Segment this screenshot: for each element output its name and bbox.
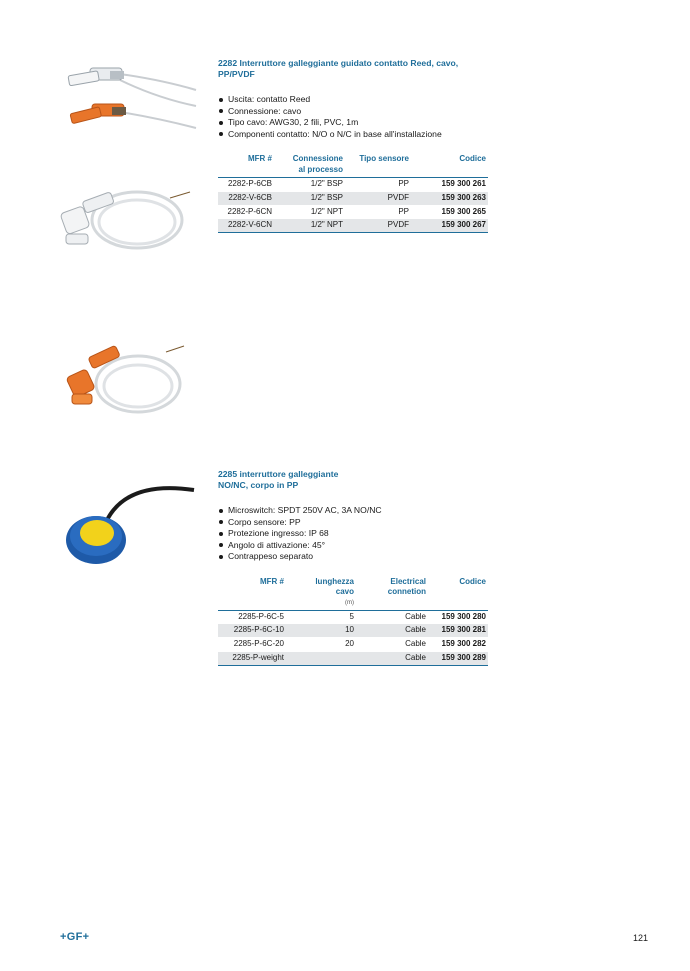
bullet-item: Protezione ingresso: IP 68 — [218, 528, 488, 540]
bullet-item: Uscita: contatto Reed — [218, 94, 488, 106]
table-row: 2282-P-6CB 1/2" BSP PP 159 300 261 — [218, 178, 488, 192]
header-mfr: MFR # — [260, 576, 284, 586]
table-2285 — [218, 577, 488, 666]
header-codice: Codice — [459, 154, 486, 163]
table-row: 2285-P-6C-5 5 Cable 159 300 280 — [218, 610, 488, 624]
table-row: 2285-P-6C-20 20 Cable 159 300 282 — [218, 638, 488, 652]
section-2282-title: 2282 Interruttore galleggiante guidato contatto Reed, cavo, PP/PVDF — [218, 58, 459, 79]
float-switch-2282-image-top — [62, 58, 200, 138]
header-lunghezza: lunghezza cavo (m) — [315, 576, 354, 606]
bullet-item: Tipo cavo: AWG30, 2 fili, PVC, 1m — [218, 117, 488, 129]
bullet-item: Angolo di attivazione: 45° — [218, 540, 488, 552]
bullet-item: Connessione: cavo — [218, 106, 488, 118]
section-2282-bullets — [218, 94, 488, 140]
float-switch-2282-coil-image-orange — [58, 338, 188, 428]
table-row: 2285-P-6C-10 10 Cable 159 300 281 — [218, 624, 488, 638]
section-2285-bullets — [218, 505, 488, 563]
section-2282 — [218, 58, 488, 233]
header-tipo-sensore: Tipo sensore — [359, 154, 409, 163]
table-row: 2285-P-weight Cable 159 300 289 — [218, 651, 488, 665]
table-row: 2282-V-6CN 1/2" NPT PVDF 159 300 267 — [218, 219, 488, 233]
float-switch-2285-image — [66, 478, 196, 574]
table-2282 — [218, 154, 488, 233]
table-row: 2282-V-6CB 1/2" BSP PVDF 159 300 263 — [218, 191, 488, 205]
float-switch-2282-coil-image-white — [52, 170, 192, 270]
section-2285-title: 2285 interruttore galleggiante NO/NC, corpo in PP — [218, 469, 339, 490]
table-row: 2282-P-6CN 1/2" NPT PP 159 300 265 — [218, 205, 488, 219]
gf-logo: +GF+ — [60, 931, 90, 943]
header-electrical: Electrical connetion — [387, 576, 426, 596]
bullet-item: Corpo sensore: PP — [218, 517, 488, 529]
header-connessione: Connessione al processo — [292, 154, 343, 174]
section-2285 — [218, 469, 488, 666]
bullet-item: Contrappeso separato — [218, 551, 488, 563]
bullet-item: Componenti contatto: N/O o N/C in base all'installazione — [218, 129, 488, 141]
header-codice: Codice — [459, 576, 486, 586]
bullet-item: Microswitch: SPDT 250V AC, 3A NO/NC — [218, 505, 488, 517]
page-number: 121 — [633, 933, 649, 943]
header-mfr: MFR # — [248, 154, 272, 163]
